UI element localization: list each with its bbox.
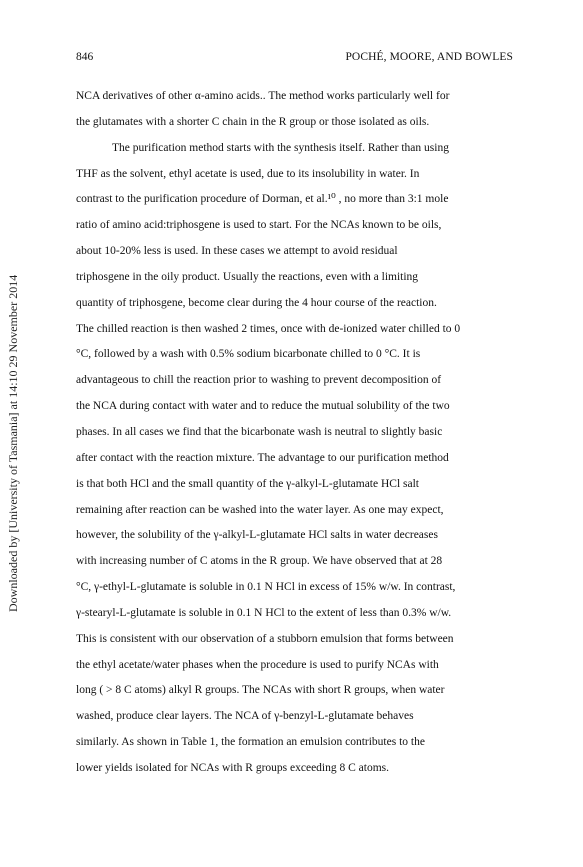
body-line: lower yields isolated for NCAs with R groups exceeding 8 C atoms. <box>76 761 390 774</box>
body-line: triphosgene in the oily product. Usually the reactions, even with a limiting <box>76 270 419 283</box>
body-line: °C, followed by a wash with 0.5% sodium bicarbonate chilled to 0 °C. It is <box>76 348 421 361</box>
body-line: long ( > 8 C atoms) alkyl R groups. The NCAs with short R groups, when water <box>76 684 445 697</box>
body-text <box>76 84 524 782</box>
body-line: The chilled reaction is then washed 2 times, once with de-ionized water chilled to 0 <box>76 322 461 335</box>
body-line: THF as the solvent, ethyl acetate is used, due to its insolubility in water. In <box>76 167 420 180</box>
body-line: γ-stearyl-L-glutamate is soluble in 0.1 N HCl to the extent of less than 0.3% w/w. <box>76 606 452 619</box>
body-line: washed, produce clear layers. The NCA of γ-benzyl-L-glutamate behaves <box>76 710 414 723</box>
body-line: remaining after reaction can be washed into the water layer. As one may expect, <box>76 503 444 516</box>
body-line: contrast to the purification procedure of Dorman, et al.¹⁰ , no more than 3:1 mole <box>76 193 449 206</box>
page-number: 846 <box>76 51 94 63</box>
body-line: NCA derivatives of other α-amino acids.. The method works particularly well for <box>76 90 450 102</box>
body-line: after contact with the reaction mixture. The advantage to our purification method <box>76 451 449 464</box>
body-line: the ethyl acetate/water phases when the procedure is used to purify NCAs with <box>76 658 439 671</box>
body-line: ratio of amino acid:triphosgene is used to start. For the NCAs known to be oils, <box>76 219 442 232</box>
body-line: advantageous to chill the reaction prior to washing to prevent decomposition of <box>76 374 442 387</box>
body-line: is that both HCl and the small quantity of the γ-alkyl-L-glutamate HCl salt <box>76 477 419 490</box>
download-side-note-text: Downloaded by [University of Tasmania] at 14:10 29 November 2014 <box>6 274 20 612</box>
body-line: about 10-20% less is used. In these cases we attempt to avoid residual <box>76 245 398 258</box>
download-side-note <box>2 234 24 614</box>
body-line: the glutamates with a shorter C chain in the R group or those isolated as oils. <box>76 115 430 128</box>
running-head: POCHÉ, MOORE, AND BOWLES <box>345 51 513 63</box>
body-line: however, the solubility of the γ-alkyl-L-glutamate HCl salts in water decreases <box>76 529 438 542</box>
body-line: This is consistent with our observation of a stubborn emulsion that forms between <box>76 632 454 645</box>
body-line: quantity of triphosgene, become clear during the 4 hour course of the reaction. <box>76 296 437 309</box>
body-line: similarly. As shown in Table 1, the formation an emulsion contributes to the <box>76 736 425 749</box>
body-line: the NCA during contact with water and to reduce the mutual solubility of the two <box>76 400 450 413</box>
body-line: The purification method starts with the synthesis itself. Rather than using <box>112 141 449 154</box>
body-line: with increasing number of C atoms in the R group. We have observed that at 28 <box>76 555 443 568</box>
body-line: phases. In all cases we find that the bicarbonate wash is neutral to slightly basic <box>76 425 443 438</box>
body-line: °C, γ-ethyl-L-glutamate is soluble in 0.1 N HCl in excess of 15% w/w. In contrast, <box>76 581 456 594</box>
